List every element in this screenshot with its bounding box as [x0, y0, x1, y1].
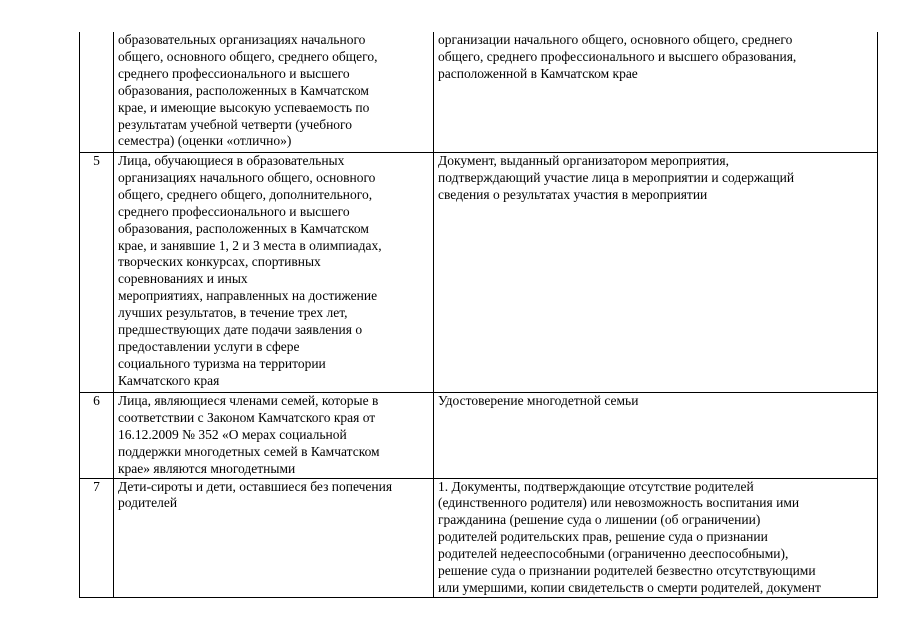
table-row [80, 153, 878, 393]
row-number: 5 [80, 153, 114, 393]
table-row [80, 393, 878, 479]
row-number: 6 [80, 393, 114, 479]
category-cell: Дети-сироты и дети, оставшиеся без попечения родителей [114, 478, 434, 597]
documents-cell: 1. Документы, подтверждающие отсутствие родителей (единственного родителя) или невозможность воспитания ими гражданина (решение суда о лишении (об ограничении) родителей родительских прав, решение суда о признании родителей недееспособными (ограниченно дееспособными), решение суда о признании родителей безвестно отсутствующими или умершими, копии свидетельств о смерти родителей, документ [434, 478, 878, 597]
category-cell: Лица, обучающиеся в образовательных организациях начального общего, основного общего, среднего общего, дополнительного, среднего профессионального и высшего образования, расположенных в Камчатском крае, и занявшие 1, 2 и 3 места в олимпиадах, творческих конкурсах, спортивных соревнованиях и иных мероприятиях, направленных на достижение лучших результатов, в течение трех лет, предшествующих дате подачи заявления о предоставлении услуги в сфере социального туризма на территории Камчатского края [114, 153, 434, 393]
category-cell: Лица, являющиеся членами семей, которые в соответствии с Законом Камчатского края от 16.12.2009 № 352 «О мерах социальной поддержки многодетных семей в Камчатском крае» являются многодетными [114, 393, 434, 479]
table-row [80, 478, 878, 597]
row-number [80, 32, 114, 153]
documents-cell: организации начального общего, основного общего, среднего общего, среднего профессионального и высшего образования, расположенной в Камчатском крае [434, 32, 878, 153]
category-cell: образовательных организациях начального общего, основного общего, среднего общего, среднего профессионального и высшего образования, расположенных в Камчатском крае, и имеющие высокую успеваемость по результатам учебной четверти (учебного семестра) (оценки «отлично») [114, 32, 434, 153]
row-number: 7 [80, 478, 114, 597]
document-table [79, 32, 878, 598]
documents-cell: Удостоверение многодетной семьи [434, 393, 878, 479]
documents-cell: Документ, выданный организатором мероприятия, подтверждающий участие лица в мероприятии и содержащий сведения о результатах участия в мероприятии [434, 153, 878, 393]
table-row [80, 32, 878, 153]
